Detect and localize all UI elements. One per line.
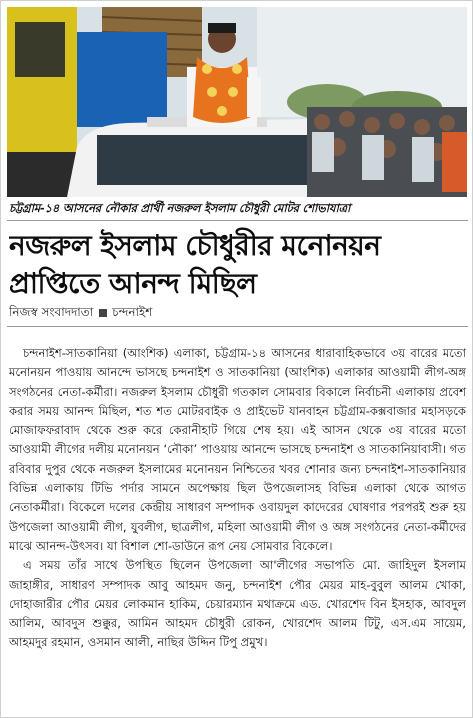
divider — [7, 220, 468, 221]
headline-line-2: প্রাপ্তিতে আনন্দ মিছিল — [9, 267, 257, 300]
paragraph-2: এ সময় তাঁর সাথে উপস্থিত ছিলেন উপজেলা আ'লীগের সভাপতি মো. জাহিদুল ইসলাম জাহাঙ্গীর, সাধারণ সম্পাদক আবু আহমদ জনু, চন্দনাইশ পৌর মেয়র মাহ-বুবুল আলম খোকা, দোহাজারীর পৌর মেয়র লোকমান হাকিম, চেয়ারম্যান মথাক্রমে এড. খোরশেদ বিন ইসহাক, আবদুল আলিম, আবদুস শুক্কুর, আমিন আহমদ চৌধুরী রোকন, খোরশেদ আলম টিটু, এস.এম সায়েম, আহমদুর রহমান, ওসমান আলী, নাছির উদ্দিন টিপু প্রমুখ। — [9, 558, 466, 650]
square-bullet-icon — [99, 309, 107, 317]
byline — [9, 304, 467, 324]
photo-caption: চট্টগ্রাম-১৪ আসনের নৌকার প্রার্থী নজরুল ইসলাম চৌধুরী মোটর শোভাযাত্রা — [9, 201, 351, 215]
news-photo — [7, 7, 467, 197]
headline — [9, 227, 467, 303]
divider — [7, 326, 468, 327]
paragraph-1: চন্দনাইশ-সাতকানিয়া (আংশিক) এলাকা, চট্টগ্রাম-১৪ আসনের ধারাবাহিকভাবে ৩য় বারের মতো মনোনয়ন পাওয়ায় আনন্দে ভাসছে চন্দনাইশ ও সাতকানিয়া (আংশিক) এলাকার আওয়ামী লীগ-অঙ্গ সংগঠনের নেতা-কর্মীরা। নজরুল ইসলাম চৌধুরী গতকাল সোমবার বিকালে নির্বাচনী এলাকায় প্রবেশ করার সময় আনন্দ মিছিল, শত শত মোটরবাইক ও প্রাইভেট যানবাহন চট্টগ্রাম-কক্সবাজার মহাসড়কে মোজাফফরাবাদ থেকে শুরু করে কেরানীহাট গিয়ে শেষ হয়। এই আসন থেকে ৩য় বারের মতো আওয়ামী লীগের দলীয় মনোনয়ন ‘নৌকা’ পাওয়ায় আনন্দে ভাসছে চন্দনাইশ ও সাতকানিয়াবাসী। গত রবিবার দুপুর থেকে নজরুল ইসলামের মনোনয়ন নিশ্চিতের খবর শোনার জন্য চন্দনাইশ-সাতকানিয়ার বিভিন্ন এলাকায় টিভি পর্দার সামনে অপেক্ষায় ছিল উপজেলাসহ বিভিন্ন এলাকা থেকে আগত নেতাকর্মীরা। বিকেলে দলের কেন্দ্রীয় সাধারণ সম্পাদক ওবায়দুল কাদেরের ঘোষণার পরপরই শুরু হয় উপজেলা আওয়ামী লীগ, যুবলীগ, ছাত্রলীগ, মহিলা আওয়ামী লীগ ও অঙ্গ সংগঠনের নেতা-কর্মীদের মাঝে আনন্দ-উৎসব। যা বিশাল শো-ডাউনে রূপ নেয় সোমবার বিকেলে। — [9, 346, 466, 553]
headline-line-1: নজরুল ইসলাম চৌধুরীর মনোনয়ন — [9, 229, 381, 262]
dateline-location: চন্দনাইশ — [112, 305, 153, 319]
photo-icon — [7, 7, 467, 197]
article-body — [9, 344, 466, 653]
reporter: নিজস্ব সংবাদদাতা — [9, 305, 94, 319]
